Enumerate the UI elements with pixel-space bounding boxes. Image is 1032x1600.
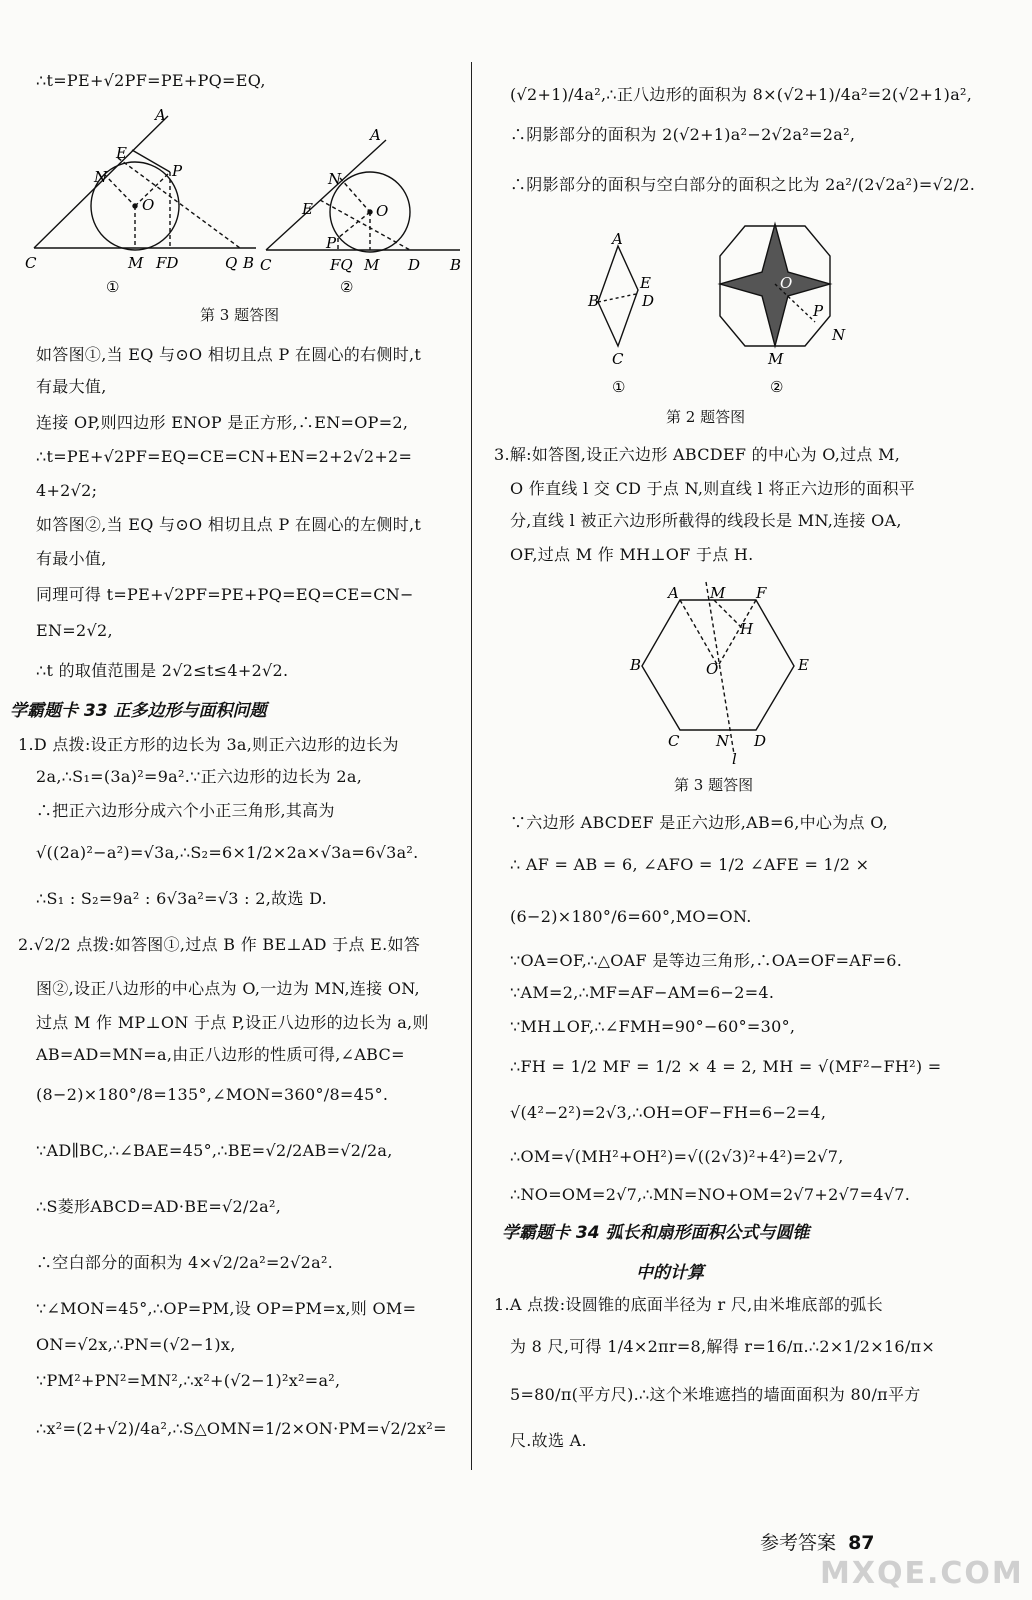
figure-caption: 第 3 题答图 xyxy=(674,776,754,794)
answer-line: 2.√2/2 点拨:如答图①,过点 B 作 BE⊥AD 于点 E.如答 xyxy=(18,935,421,954)
section-title-33: 学霸题卡 33 正多边形与面积问题 xyxy=(10,701,267,721)
svg-text:Q: Q xyxy=(225,254,238,272)
answer-line: ∴S菱形ABCD=AD·BE=√2/2a², xyxy=(36,1197,282,1216)
answer-line: ∴S₁ : S₂=9a² : 6√3a²=√3 : 2,故选 D. xyxy=(36,889,328,908)
answer-line: 连接 OP,则四边形 ENOP 是正方形,∴EN=OP=2, xyxy=(36,413,409,432)
answer-line: ∴NO=OM=2√7,∴MN=NO+OM=2√7+2√7=4√7. xyxy=(510,1185,911,1204)
answer-line: 2a,∴S₁=(3a)²=9a².∵正六边形的边长为 2a, xyxy=(36,767,363,786)
answer-line: 图②,设正八边形的中心点为 O,一边为 MN,连接 ON, xyxy=(36,979,420,998)
answer-line: 为 8 尺,可得 1/4×2πr=8,解得 r=16/π.∴2×1/2×16/π× xyxy=(510,1337,936,1356)
answer-line: 有最大值, xyxy=(36,377,107,396)
svg-text:O: O xyxy=(142,196,155,214)
answer-line: 如答图②,当 EQ 与⊙O 相切且点 P 在圆心的左侧时,t xyxy=(36,515,422,534)
svg-text:E: E xyxy=(798,656,809,674)
column-divider xyxy=(471,62,472,1470)
svg-text:H: H xyxy=(740,620,754,638)
figure-3-diagram-2 xyxy=(266,140,460,252)
svg-text:FQ: FQ xyxy=(330,256,353,274)
answer-line: ∴空白部分的面积为 4×√2/2a²=2√2a². xyxy=(36,1253,334,1272)
figure-caption: 第 2 题答图 xyxy=(666,408,746,426)
answer-line: ∵AM=2,∴MF=AF−AM=6−2=4. xyxy=(510,983,775,1002)
answer-line: ∴把正六边形分成六个小正三角形,其高为 xyxy=(36,801,335,820)
answer-line: ∴t=PE+√2PF=EQ=CE=CN+EN=2+2√2+2= xyxy=(36,447,413,466)
svg-text:B: B xyxy=(630,656,642,674)
svg-text:O: O xyxy=(706,660,719,678)
figure-3-diagram-1 xyxy=(34,116,256,250)
svg-text:N: N xyxy=(716,732,730,750)
svg-text:M: M xyxy=(128,254,144,272)
svg-text:N: N xyxy=(328,170,342,188)
answer-line: ∴阴影部分的面积为 2(√2+1)a²−2√2a²=2a², xyxy=(510,125,856,144)
answer-line: ∴阴影部分的面积与空白部分的面积之比为 2a²/(2√2a²)=√2/2. xyxy=(510,175,976,194)
answer-line: ∵PM²+PN²=MN²,∴x²+(√2−1)²x²=a², xyxy=(36,1371,341,1390)
svg-text:D: D xyxy=(754,732,767,750)
answer-line: 有最小值, xyxy=(36,549,107,568)
answer-line: 3.解:如答图,设正六边形 ABCDEF 的中心为 O,过点 M, xyxy=(494,445,901,464)
answer-line: ∴t 的取值范围是 2√2≤t≤4+2√2. xyxy=(36,661,289,680)
figure-3-label-2: ② xyxy=(340,278,354,296)
svg-text:C: C xyxy=(25,254,37,272)
answer-line: ∵AD∥BC,∴∠BAE=45°,∴BE=√2/2AB=√2/2a, xyxy=(36,1141,393,1160)
figure-caption: 第 3 题答图 xyxy=(200,306,280,324)
svg-text:D: D xyxy=(642,292,655,310)
answer-line: AB=AD=MN=a,由正八边形的性质可得,∠ABC= xyxy=(36,1045,405,1064)
svg-text:P: P xyxy=(813,302,824,320)
section-title-34-cont: 中的计算 xyxy=(636,1263,704,1283)
figure-2-label-2: ② xyxy=(770,378,784,396)
svg-text:P: P xyxy=(172,162,183,180)
figure-3-label-1: ① xyxy=(106,278,120,296)
answer-line: O 作直线 l 交 CD 于点 N,则直线 l 将正六边形的面积平 xyxy=(510,479,916,498)
svg-text:P: P xyxy=(326,234,337,252)
svg-text:A: A xyxy=(668,584,679,602)
answer-line: ON=√2x,∴PN=(√2−1)x, xyxy=(36,1335,236,1354)
answer-line: 分,直线 l 被正六边形所截得的线段长是 MN,连接 OA, xyxy=(510,511,902,530)
svg-text:O: O xyxy=(376,202,389,220)
answer-line: ∵OA=OF,∴△OAF 是等边三角形,∴OA=OF=AF=6. xyxy=(510,951,903,970)
answer-line: ∴t=PE+√2PF=PE+PQ=EQ, xyxy=(36,71,266,90)
answer-line: OF,过点 M 作 MH⊥OF 于点 H. xyxy=(510,545,754,564)
answer-line: 1.A 点拨:设圆锥的底面半径为 r 尺,由米堆底部的弧长 xyxy=(494,1295,883,1314)
answer-line: 尺.故选 A. xyxy=(510,1431,587,1450)
svg-text:l: l xyxy=(732,750,737,768)
svg-text:O: O xyxy=(780,274,793,292)
answer-line: (6−2)×180°/6=60°,MO=ON. xyxy=(510,907,752,926)
answer-line: ∴x²=(2+√2)/4a²,∴S△OMN=1/2×ON·PM=√2/2x²= xyxy=(36,1419,447,1438)
svg-text:C: C xyxy=(612,350,624,368)
svg-text:E: E xyxy=(302,200,313,218)
svg-text:C: C xyxy=(668,732,680,750)
figure-2-label-1: ① xyxy=(612,378,626,396)
answer-line: 5=80/π(平方尺).∴这个米堆遮挡的墙面面积为 80/π平方 xyxy=(510,1385,921,1404)
answer-line: ∴FH = 1/2 MF = 1/2 × 4 = 2, MH = √(MF²−FH²) = xyxy=(510,1057,942,1076)
answer-line: 4+2√2; xyxy=(36,481,98,500)
answer-line: 1.D 点拨:设正方形的边长为 3a,则正六边形的边长为 xyxy=(18,735,399,754)
svg-text:B: B xyxy=(243,254,255,272)
svg-text:M: M xyxy=(768,350,784,368)
svg-text:E: E xyxy=(640,274,651,292)
answer-line: 过点 M 作 MP⊥ON 于点 P,设正八边形的边长为 a,则 xyxy=(36,1013,429,1032)
svg-text:E: E xyxy=(116,144,127,162)
svg-text:N: N xyxy=(94,168,108,186)
answer-line: 如答图①,当 EQ 与⊙O 相切且点 P 在圆心的右侧时,t xyxy=(36,345,422,364)
answer-line: √(4²−2²)=2√3,∴OH=OF−FH=6−2=4, xyxy=(510,1103,827,1122)
answer-line: ∵∠MON=45°,∴OP=PM,设 OP=PM=x,则 OM= xyxy=(36,1299,417,1318)
svg-text:A: A xyxy=(370,126,381,144)
answer-line: (√2+1)/4a²,∴正八边形的面积为 8×(√2+1)/4a²=2(√2+1)a², xyxy=(510,85,973,104)
answer-line: 同理可得 t=PE+√2PF=PE+PQ=EQ=CE=CN− xyxy=(36,585,414,604)
answer-line: ∴ AF = AB = 6, ∠AFO = 1/2 ∠AFE = 1/2 × xyxy=(510,855,870,874)
svg-text:A: A xyxy=(612,230,623,248)
watermark: MXQE.COM xyxy=(820,1556,1024,1591)
answer-line: ∴OM=√(MH²+OH²)=√((2√3)²+4²)=2√7, xyxy=(510,1147,844,1166)
figure-3-hexagon xyxy=(630,578,820,768)
answer-line: ∵六边形 ABCDEF 是正六边形,AB=6,中心为点 O, xyxy=(510,813,889,832)
svg-text:M: M xyxy=(364,256,380,274)
page-footer xyxy=(760,1528,875,1555)
figure-2-polygons xyxy=(570,214,950,404)
section-title-34: 学霸题卡 34 弧长和扇形面积公式与圆锥 xyxy=(502,1223,810,1243)
page-number: 87 xyxy=(848,1532,875,1554)
svg-text:FD: FD xyxy=(156,254,179,272)
svg-text:B: B xyxy=(588,292,600,310)
figure-2-rhombus xyxy=(598,246,638,346)
svg-text:M: M xyxy=(710,584,726,602)
svg-text:A: A xyxy=(155,106,166,124)
footer-label: 参考答案 xyxy=(760,1532,837,1554)
svg-text:N: N xyxy=(832,326,846,344)
answer-line: √((2a)²−a²)=√3a,∴S₂=6×1/2×2a×√3a=6√3a². xyxy=(36,843,419,862)
figure-3-circles xyxy=(20,100,470,300)
answer-line: ∵MH⊥OF,∴∠FMH=90°−60°=30°, xyxy=(510,1017,796,1036)
svg-text:D: D xyxy=(408,256,421,274)
svg-text:F: F xyxy=(756,584,767,602)
svg-text:C: C xyxy=(260,256,272,274)
svg-text:B: B xyxy=(450,256,462,274)
figure-2-octagon xyxy=(720,224,830,346)
answer-line: (8−2)×180°/8=135°,∠MON=360°/8=45°. xyxy=(36,1085,389,1104)
answer-line: EN=2√2, xyxy=(36,621,113,640)
